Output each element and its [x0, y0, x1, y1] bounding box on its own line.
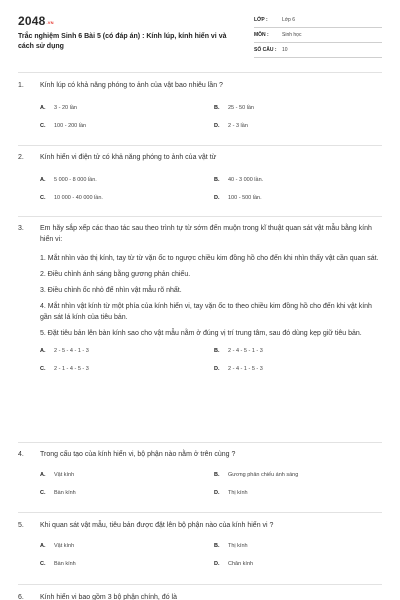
option-b[interactable] [214, 471, 388, 479]
option-text: 2 - 4 - 1 - 5 - 3 [228, 366, 263, 372]
option-text: Gương phản chiếu ánh sáng [228, 472, 299, 478]
option-text: Vật kính [54, 543, 75, 549]
option-text: 40 - 3 000 lần. [228, 177, 264, 183]
divider [18, 145, 382, 146]
option-letter: B. [214, 543, 220, 549]
question-text: Trong cấu tạo của kính hiển vi, bộ phận nào nằm ở trên cùng ? [40, 451, 236, 458]
question-3 [18, 223, 382, 373]
meta-key: MÔN : [254, 32, 269, 38]
meta-key: SỐ CÂU : [254, 47, 277, 53]
question-text: Kính lúp có khả năng phóng to ảnh của vật bao nhiêu lần ? [40, 82, 223, 89]
step-2: 2. Điều chỉnh ánh sáng bằng gương phản chiếu. [40, 271, 191, 278]
document-title: Trắc nghiệm Sinh 6 Bài 5 (có đáp án) : Kính lúp, kính hiển vi và cách sử dụng [18, 33, 227, 50]
question-5 [18, 520, 382, 568]
meta-value: 10 [282, 47, 288, 53]
answer-options [40, 176, 382, 202]
question-number: 5. [18, 522, 24, 529]
question-number: 3. [18, 225, 24, 232]
question-4 [18, 449, 382, 497]
option-text: 2 - 3 lần [228, 123, 248, 129]
meta-row-class [254, 13, 382, 28]
answer-options [40, 542, 382, 568]
option-a[interactable] [40, 347, 214, 355]
option-c[interactable] [40, 122, 214, 130]
option-text: Thị kính [228, 543, 248, 549]
option-a[interactable] [40, 471, 214, 479]
option-text: Vật kính [54, 472, 75, 478]
option-a[interactable] [40, 176, 214, 184]
option-b[interactable] [214, 347, 388, 355]
meta-value: Lớp 6 [282, 17, 296, 23]
meta-table [254, 13, 382, 58]
option-b[interactable] [214, 104, 388, 112]
option-c[interactable] [40, 194, 214, 202]
option-letter: A. [40, 472, 46, 478]
option-letter: D. [214, 561, 220, 567]
step-5: 5. Đặt tiêu bản lên bàn kính sao cho vật mẫu nằm ở đúng vị trí trung tâm, sau đó dùng kẹp giữ tiêu bản. [40, 330, 362, 337]
answer-options [40, 347, 382, 373]
option-text: 2 - 1 - 4 - 5 - 3 [54, 366, 89, 372]
option-letter: C. [40, 195, 46, 201]
option-text: Bàn kính [54, 490, 76, 496]
option-text: Chân kính [228, 561, 254, 567]
option-text: 100 - 200 lần [54, 123, 87, 129]
option-letter: D. [214, 366, 220, 372]
option-a[interactable] [40, 104, 214, 112]
question-2 [18, 152, 382, 202]
option-a[interactable] [40, 542, 214, 550]
option-letter: C. [40, 366, 46, 372]
option-text: 5 000 - 8 000 lần. [54, 177, 97, 183]
meta-row-count [254, 43, 382, 58]
divider [18, 442, 382, 443]
question-text: Kính hiển vi bao gồm 3 bộ phận chính, đó là [40, 594, 177, 600]
option-d[interactable] [214, 122, 388, 130]
option-letter: B. [214, 348, 220, 354]
divider [18, 216, 382, 217]
option-letter: C. [40, 123, 46, 129]
option-c[interactable] [40, 560, 214, 568]
question-text: Kính hiển vi điện tử có khả năng phóng to ảnh của vật từ [40, 154, 217, 161]
logo-text: 2048 [18, 14, 46, 28]
option-letter: B. [214, 472, 220, 478]
option-text: 25 - 50 lần [228, 105, 254, 111]
answer-options [40, 104, 382, 130]
divider [18, 584, 382, 585]
meta-value: Sinh học [282, 32, 302, 38]
divider [18, 512, 382, 513]
option-letter: A. [40, 105, 46, 111]
option-c[interactable] [40, 365, 214, 373]
logo-suffix: .VN [46, 20, 54, 25]
question-1 [18, 80, 382, 130]
option-d[interactable] [214, 489, 388, 497]
divider [18, 72, 382, 73]
option-d[interactable] [214, 194, 388, 202]
option-text: 2 - 5 - 4 - 1 - 3 [54, 348, 89, 354]
meta-row-subject [254, 28, 382, 43]
option-letter: D. [214, 123, 220, 129]
option-letter: A. [40, 348, 46, 354]
question-text: Em hãy sắp xếp các thao tác sau theo trình tự từ sớm đến muộn trong kĩ thuật quan sát vật mẫu bằng kính hiển vi: [40, 225, 372, 243]
question-6 [18, 592, 382, 600]
option-letter: C. [40, 561, 46, 567]
option-letter: B. [214, 105, 220, 111]
step-1: 1. Mắt nhìn vào thị kính, tay từ từ vặn ốc to ngược chiều kim đồng hồ cho đến khi nhìn thấy vật cần quan sát. [40, 255, 379, 262]
option-text: Bàn kính [54, 561, 76, 567]
step-3: 3. Điều chỉnh ốc nhỏ để nhìn vật mẫu rõ nhất. [40, 287, 182, 294]
option-text: Thị kính [228, 490, 248, 496]
option-letter: C. [40, 490, 46, 496]
option-b[interactable] [214, 542, 388, 550]
option-letter: D. [214, 490, 220, 496]
step-4: 4. Mắt nhìn vật kính từ một phía của kính hiển vi, tay vặn ốc to theo chiều kim đồng hồ cho đến khi vật kính gần sát lá kính của tiêu bản. [40, 303, 372, 321]
question-number: 1. [18, 82, 24, 89]
site-logo[interactable] [18, 14, 54, 28]
option-letter: A. [40, 177, 46, 183]
question-number: 6. [18, 594, 24, 600]
option-d[interactable] [214, 365, 388, 373]
question-number: 4. [18, 451, 24, 458]
option-d[interactable] [214, 560, 388, 568]
option-text: 100 - 500 lần. [228, 195, 262, 201]
option-letter: B. [214, 177, 220, 183]
answer-options [40, 471, 382, 497]
option-text: 10 000 - 40 000 lần. [54, 195, 103, 201]
option-text: 2 - 4 - 5 - 1 - 3 [228, 348, 263, 354]
option-letter: D. [214, 195, 220, 201]
option-c[interactable] [40, 489, 214, 497]
question-text: Khi quan sát vật mẫu, tiêu bản được đặt lên bộ phận nào của kính hiển vi ? [40, 522, 274, 529]
option-b[interactable] [214, 176, 388, 184]
option-text: 3 - 20 lần [54, 105, 77, 111]
question-number: 2. [18, 154, 24, 161]
meta-key: LỚP : [254, 17, 268, 23]
option-letter: A. [40, 543, 46, 549]
